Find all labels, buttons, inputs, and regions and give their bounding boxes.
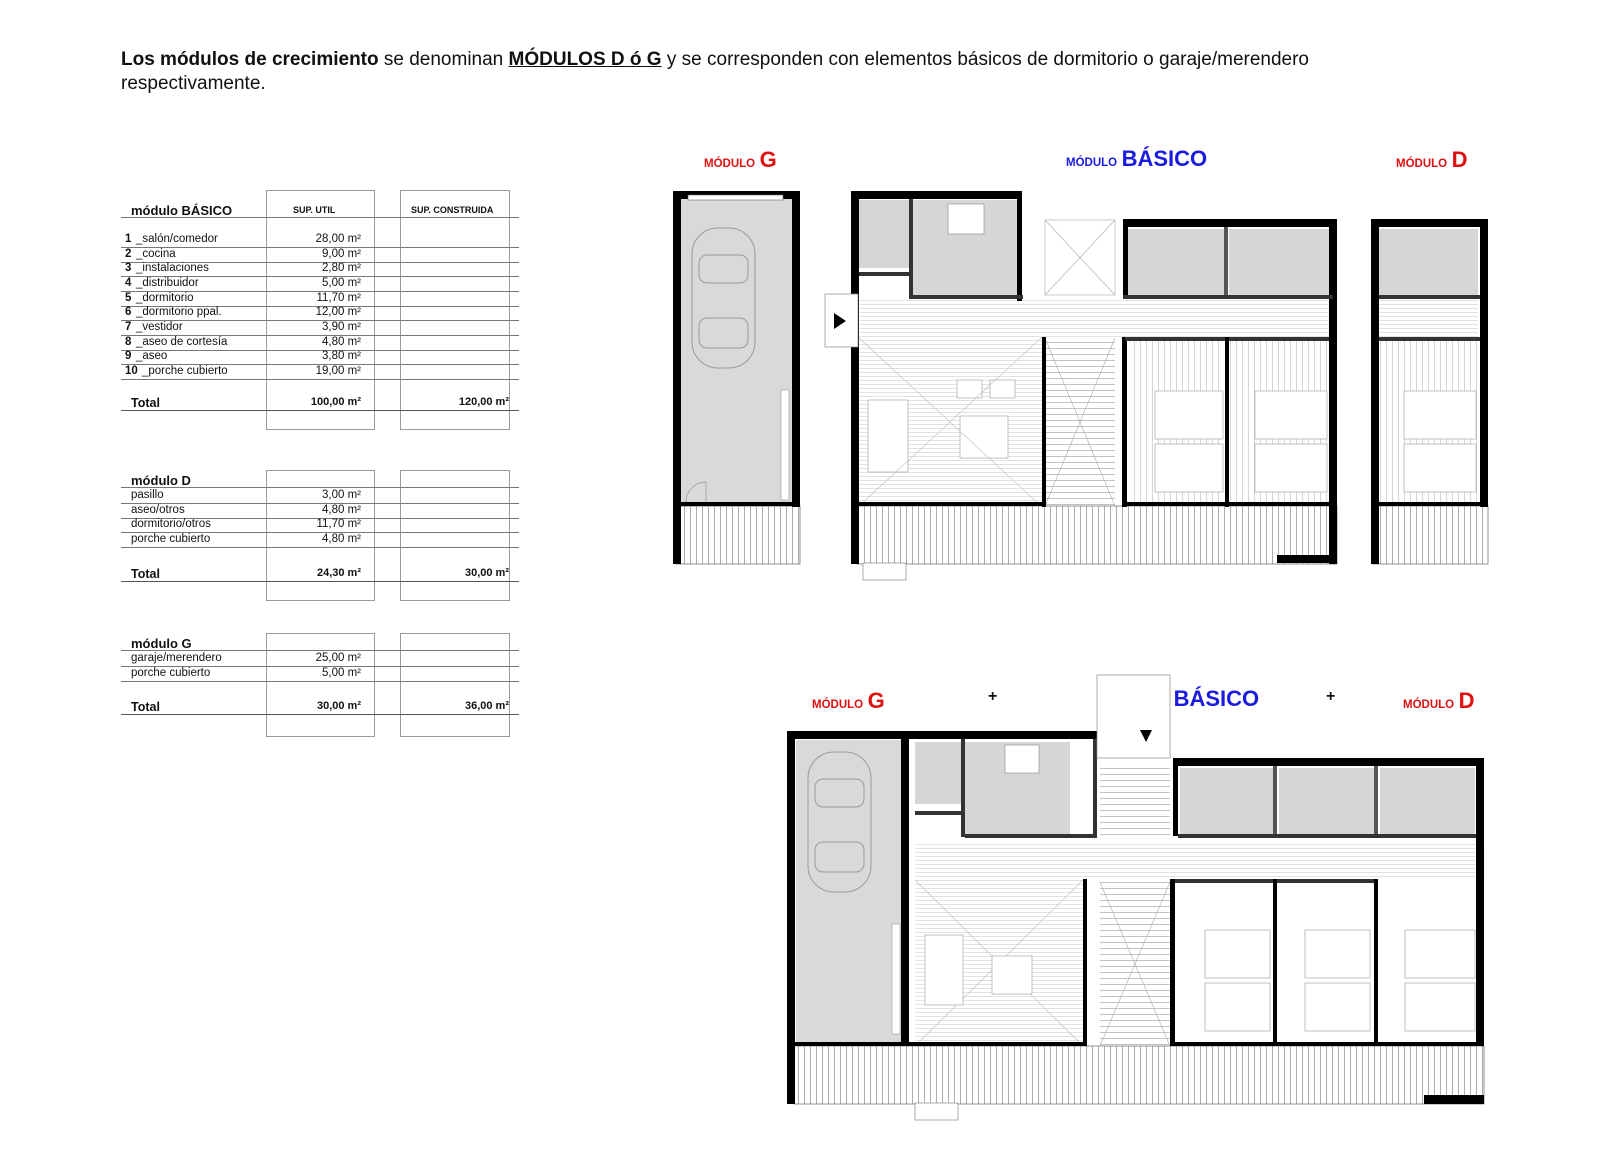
total-construida: 120,00 m² bbox=[458, 396, 509, 408]
plan-modulo-d-top bbox=[1371, 219, 1488, 564]
table-title: módulo G bbox=[131, 636, 192, 651]
table-row: dormitorio/otros 11,70 m² bbox=[121, 518, 519, 533]
wall bbox=[965, 834, 1097, 838]
wall bbox=[787, 731, 795, 1104]
plus-sign: + bbox=[988, 688, 998, 705]
garage-door bbox=[688, 195, 783, 200]
wall bbox=[1123, 295, 1333, 299]
label-modulo-g-bottom: MÓDULO G bbox=[812, 688, 885, 713]
wall bbox=[787, 731, 909, 739]
total-label: Total bbox=[131, 396, 160, 410]
bed bbox=[1405, 930, 1475, 978]
wall bbox=[909, 199, 913, 299]
armchair bbox=[990, 380, 1015, 398]
armchair bbox=[957, 380, 982, 398]
wall bbox=[1173, 758, 1484, 766]
bed bbox=[1255, 444, 1327, 492]
label-modulo-g-top: MÓDULO G bbox=[704, 147, 777, 172]
intro-modules: MÓDULOS D ó G bbox=[508, 49, 662, 70]
wall bbox=[1125, 337, 1225, 341]
wall bbox=[915, 811, 961, 815]
bathroom bbox=[1127, 229, 1224, 297]
wall bbox=[1042, 337, 1046, 507]
table-title: módulo D bbox=[131, 473, 191, 488]
plan-modulo-basico-top bbox=[825, 191, 1337, 580]
bathroom bbox=[1279, 768, 1374, 836]
bed bbox=[1155, 444, 1223, 492]
wall bbox=[1379, 337, 1480, 341]
wall bbox=[901, 731, 909, 1046]
corridor-floor bbox=[915, 841, 1485, 879]
table-title: módulo BÁSICO bbox=[131, 203, 233, 218]
total-util: 100,00 m² bbox=[310, 396, 361, 408]
table-row: 1 _salón/comedor 28,00 m² bbox=[121, 233, 519, 248]
table-row: 2 _cocina 9,00 m² bbox=[121, 248, 519, 263]
kitchen-table bbox=[948, 204, 984, 234]
wall bbox=[1170, 879, 1175, 1046]
wall bbox=[1122, 337, 1127, 507]
porch-deck bbox=[676, 506, 800, 564]
total-construida: 30,00 m² bbox=[464, 567, 509, 579]
wall bbox=[792, 191, 800, 507]
wall bbox=[1329, 219, 1337, 564]
plus-sign: + bbox=[1326, 688, 1336, 705]
col-construida-header: SUP. CONSTRUIDA bbox=[411, 205, 494, 215]
wall bbox=[1123, 219, 1337, 227]
wall bbox=[1093, 739, 1097, 837]
porch-deck bbox=[1373, 506, 1488, 564]
wall bbox=[1480, 219, 1488, 507]
wall bbox=[1225, 337, 1229, 507]
bed bbox=[1305, 983, 1370, 1031]
wall bbox=[851, 191, 1021, 199]
total-util: 30,00 m² bbox=[316, 700, 361, 712]
bathroom bbox=[1378, 229, 1478, 297]
wall bbox=[673, 191, 681, 564]
wall bbox=[1123, 219, 1128, 299]
wall bbox=[1371, 219, 1488, 227]
table-row: porche cubierto 5,00 m² bbox=[121, 667, 519, 682]
wall bbox=[1224, 227, 1228, 297]
bed bbox=[1404, 391, 1476, 439]
wall bbox=[1379, 295, 1480, 299]
wall bbox=[909, 1042, 1083, 1046]
intro-mid: se denominan bbox=[378, 49, 509, 70]
table-row: 7 _vestidor 3,90 m² bbox=[121, 321, 519, 336]
label-modulo-d-bottom: MÓDULO D bbox=[1403, 688, 1475, 713]
bathroom bbox=[1380, 768, 1475, 836]
total-label: Total bbox=[131, 567, 160, 581]
wall bbox=[1178, 834, 1476, 838]
wall bbox=[1273, 766, 1277, 836]
wall bbox=[1277, 555, 1337, 563]
step bbox=[915, 1103, 958, 1120]
wall bbox=[1273, 879, 1277, 1046]
garage-floor bbox=[796, 740, 908, 1046]
table-row: 5 _dormitorio 11,70 m² bbox=[121, 292, 519, 307]
wall bbox=[859, 272, 911, 276]
table-row: 9 _aseo 3,80 m² bbox=[121, 350, 519, 365]
wall bbox=[1175, 1042, 1476, 1046]
wall bbox=[1374, 766, 1378, 836]
label-modulo-basico-bottom: BÁSICO bbox=[1173, 686, 1260, 711]
table-row: 8 _aseo de cortesía 4,80 m² bbox=[121, 336, 519, 351]
wall bbox=[1175, 879, 1273, 883]
shelf bbox=[781, 390, 789, 500]
bed bbox=[1305, 930, 1370, 978]
step bbox=[863, 563, 906, 580]
table-row: pasillo 3,00 m² bbox=[121, 489, 519, 504]
wall bbox=[851, 191, 859, 564]
wall bbox=[1017, 191, 1022, 301]
stair-patio bbox=[1100, 765, 1170, 835]
table-row: aseo/otros 4,80 m² bbox=[121, 504, 519, 519]
table-row: 6 _dormitorio ppal. 12,00 m² bbox=[121, 306, 519, 321]
wall bbox=[1173, 758, 1178, 836]
sofa bbox=[992, 956, 1032, 994]
plan-modulo-g-top bbox=[673, 191, 800, 564]
dining-table bbox=[868, 400, 908, 472]
bed bbox=[1404, 444, 1476, 492]
col-util-header: SUP. UTIL bbox=[293, 205, 336, 215]
table-row: 4 _distribuidor 5,00 m² bbox=[121, 277, 519, 292]
bed bbox=[1205, 983, 1270, 1031]
wall bbox=[859, 502, 1042, 506]
porch-deck bbox=[857, 506, 1337, 564]
wall bbox=[681, 502, 792, 506]
plan-combined-bottom bbox=[787, 675, 1485, 1120]
table-row: porche cubierto 4,80 m² bbox=[121, 533, 519, 548]
sofa bbox=[960, 416, 1008, 458]
corridor-floor bbox=[1378, 299, 1478, 337]
wall bbox=[1374, 879, 1378, 1046]
bed bbox=[1205, 930, 1270, 978]
total-construida: 36,00 m² bbox=[464, 700, 509, 712]
bed bbox=[1405, 983, 1475, 1031]
wall bbox=[795, 1042, 901, 1046]
label-modulo-d-top: MÓDULO D bbox=[1396, 147, 1468, 172]
dining-table bbox=[925, 935, 963, 1005]
table-row: 10 _porche cubierto 19,00 m² bbox=[121, 365, 519, 380]
wall bbox=[1379, 502, 1480, 506]
wall bbox=[1127, 502, 1329, 506]
entrance bbox=[1097, 675, 1170, 758]
porch-deck bbox=[794, 1046, 1484, 1104]
wall bbox=[1277, 879, 1374, 883]
wall bbox=[1371, 219, 1379, 564]
shelf bbox=[892, 924, 900, 1034]
bed bbox=[1155, 391, 1223, 439]
total-util: 24,30 m² bbox=[316, 567, 361, 579]
table-row: 3 _instalaciones 2,80 m² bbox=[121, 262, 519, 277]
label-modulo-basico-top: MÓDULO BÁSICO bbox=[1066, 146, 1208, 171]
wall bbox=[1424, 1095, 1484, 1104]
table-row: garaje/merendero 25,00 m² bbox=[121, 652, 519, 667]
wall bbox=[913, 295, 1023, 299]
bathroom bbox=[1229, 229, 1329, 297]
bed bbox=[1255, 391, 1327, 439]
wall bbox=[961, 739, 965, 837]
corridor-floor bbox=[858, 299, 1333, 337]
intro-rest: y se corresponden con elementos básicos de dormitorio o garaje/merendero respectivamente. bbox=[121, 49, 1310, 94]
bathroom bbox=[1180, 768, 1273, 836]
wall bbox=[909, 731, 1097, 739]
wall bbox=[1229, 337, 1329, 341]
total-label: Total bbox=[131, 700, 160, 714]
wall bbox=[1083, 879, 1087, 1046]
wall bbox=[1476, 758, 1484, 1046]
intro-lead: Los módulos de crecimiento bbox=[121, 49, 379, 70]
kitchen-table bbox=[1005, 745, 1039, 773]
